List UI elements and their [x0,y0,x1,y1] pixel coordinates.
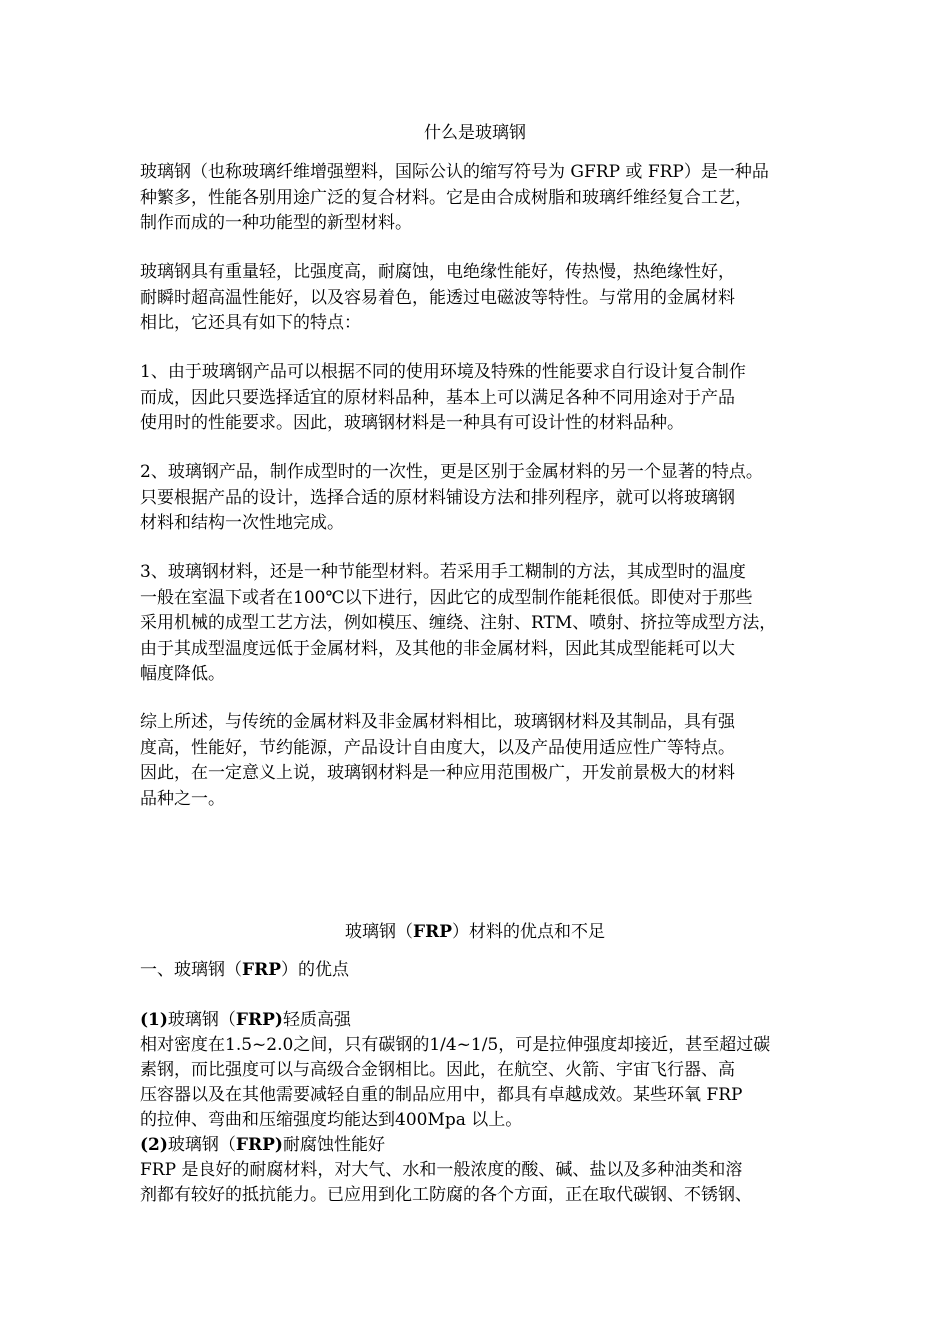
text-line: 2、玻璃钢产品，制作成型时的一次性，更是区别于金属材料的另一个显著的特点。 [140,462,763,482]
text-line: 材料和结构一次性地完成。 [140,513,344,533]
subsection-heading [140,958,349,983]
text-line: 一般在室温下或者在100℃以下进行，因此它的成型制作能耗很低。即使对于那些 [140,587,753,608]
text-line: 度高，性能好，节约能源，产品设计自由度大，以及产品使用适应性广等特点。 [140,737,735,758]
paragraph-properties [140,260,814,337]
text-line: 只要根据产品的设计，选择合适的原材料铺设方法和排列程序，就可以将玻璃钢 [140,487,735,508]
text-line: 因此，在一定意义上说，玻璃钢材料是一种应用范围极广，开发前景极大的材料 [140,763,735,783]
item-number: (2) [140,1135,168,1155]
item-heading-bold: FRP) [235,1135,283,1155]
text-line: 而成，因此只要选择适宜的原材料品种，基本上可以满足各种不同用途对于产品 [140,387,735,408]
text-line: 玻璃钢具有重量轻，比强度高，耐腐蚀，电绝缘性能好，传热慢，热绝缘性好， [140,262,735,282]
paragraph-intro [140,160,814,237]
section-title: 什么是玻璃钢 [424,123,526,143]
paragraph-summary [140,710,814,812]
text-line: 剂都有较好的抵抗能力。已应用到化工防腐的各个方面，正在取代碳钢、不锈钢、 [140,1185,752,1205]
text-line: 3、玻璃钢材料，还是一种节能型材料。若采用手工糊制的方法，其成型时的温度 [140,562,746,582]
text-line: 1、由于玻璃钢产品可以根据不同的使用环境及特殊的性能要求自行设计复合制作 [140,362,746,382]
item-heading [140,1133,814,1158]
text-line: 综上所述，与传统的金属材料及非金属材料相比，玻璃钢材料及其制品，具有强 [140,712,735,732]
text-line: 相对密度在1.5~2.0之间，只有碳钢的1/4~1/5，可是拉伸强度却接近，甚至超过碳 [140,1035,771,1055]
heading-text: 一、玻璃钢（ [140,960,242,980]
text-line: 的拉伸、弯曲和压缩强度均能达到400Mpa 以上。 [140,1110,523,1130]
text-line: 品种之一。 [140,788,225,809]
item-heading-text: 玻璃钢（ [167,1135,236,1155]
paragraph-point-1 [140,360,814,437]
text-line: 采用机械的成型工艺方法，例如模压、缠绕、注射、RTM、喷射、挤拉等成型方法， [140,613,777,633]
title-bold-text: FRP [413,922,452,942]
text-line: 种繁多，性能各别用途广泛的复合材料。它是由合成树脂和玻璃纤维经复合工艺， [140,187,752,208]
item-number: (1) [140,1010,168,1030]
item-heading-text: 轻质高强 [282,1010,351,1030]
title-text: 玻璃钢（ [345,922,413,942]
text-line: FRP 是良好的耐腐材料，对大气、水和一般浓度的酸、碱、盐以及多种油类和溶 [140,1160,743,1180]
text-line: 使用时的性能要求。因此，玻璃钢材料是一种具有可设计性的材料品种。 [140,413,684,433]
text-line: 幅度降低。 [140,664,225,684]
text-line: 由于其成型温度远低于金属材料，及其他的非金属材料，因此其成型能耗可以大 [140,638,735,659]
title-text: ）材料的优点和不足 [451,922,605,942]
paragraph-point-3 [140,560,814,688]
section-title-frp [140,920,810,945]
text-line: 素钢，而比强度可以与高级合金钢相比。因此，在航空、火箭、宇宙飞行器、高 [140,1060,735,1080]
item-heading-text: 玻璃钢（ [167,1010,236,1030]
advantages-list [140,1008,814,1208]
item-heading [140,1008,814,1033]
text-line: 玻璃钢（也称玻璃纤维增强塑料，国际公认的缩写符号为 GFRP 或 FRP）是一种品 [140,162,769,182]
text-line: 耐瞬时超高温性能好，以及容易着色，能透过电磁波等特性。与常用的金属材料 [140,287,735,308]
text-line: 相比，它还具有如下的特点： [140,313,361,333]
item-heading-bold: FRP) [235,1010,283,1030]
text-line: 制作而成的一种功能型的新型材料。 [140,213,412,233]
heading-bold-text: FRP [242,960,281,980]
heading-text: ）的优点 [280,960,349,980]
text-line: 压容器以及在其他需要减轻自重的制品应用中，都具有卓越成效。某些环氧 FRP [140,1085,743,1105]
item-heading-text: 耐腐蚀性能好 [282,1135,385,1155]
paragraph-point-2 [140,460,814,537]
